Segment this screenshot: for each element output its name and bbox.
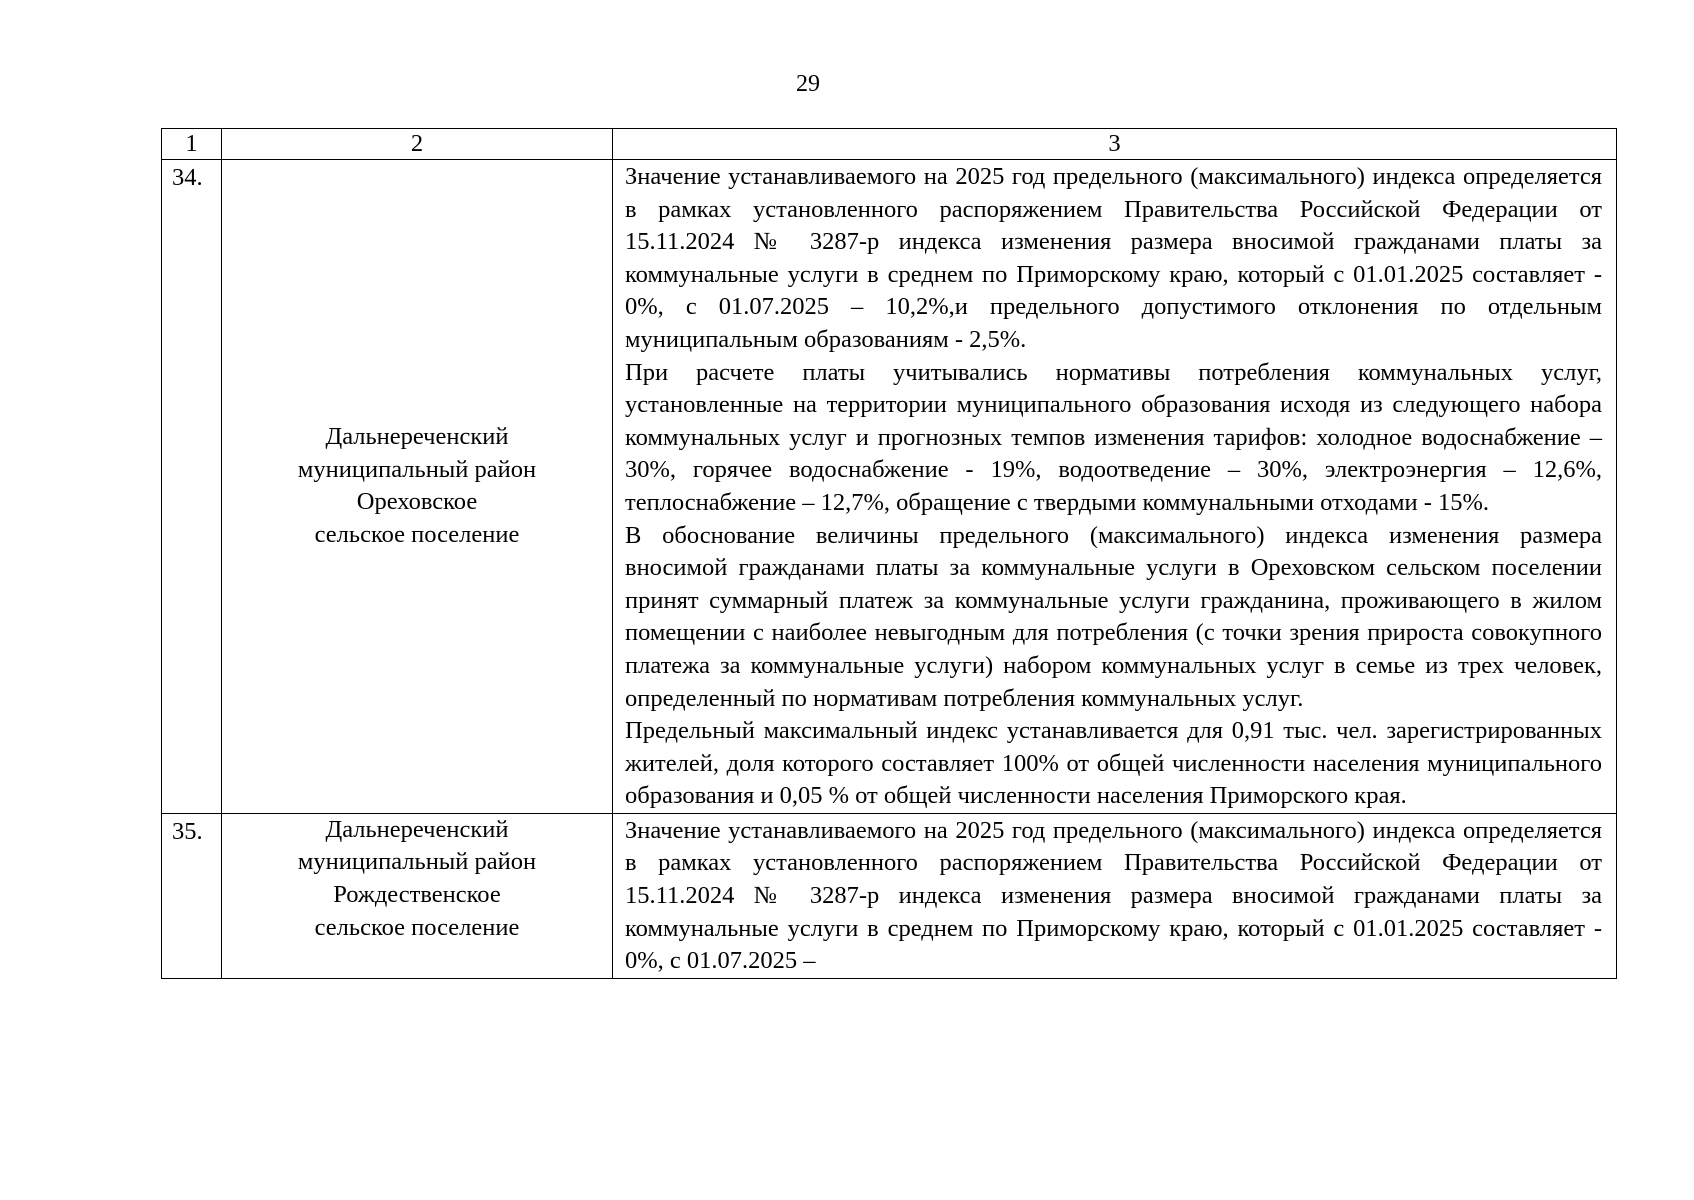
- municipality-name-line: Рождественское: [333, 881, 501, 909]
- data-table: [161, 128, 1617, 979]
- paragraph: При расчете платы учитывались нормативы потребления коммунальных услуг, установленные на территории муниципального образования исходя из следующего набора коммунальных услуг и прогнозных темпов изменения тарифов: холодное водоснабжение – 30%, горячее водоснабжение - 19%, водоотведение – 30%, электроэнергия – 12,6%, теплоснабжение – 12,7%, обращение с твердыми коммунальными отходами - 15%.: [625, 358, 1602, 516]
- municipality-name: [222, 813, 613, 978]
- paragraph: Значение устанавливаемого на 2025 год предельного (максимального) индекса определяется в рамках установленного распоряжением Правительства Российской Федерации от 15.11.2024 № 3287-р индекса изменения размера вносимой гражданами платы за коммунальные услуги в среднем по Приморскому краю, который с 01.01.2025 составляет - 0%, с 01.07.2025 –: [625, 816, 1602, 975]
- paragraph: В обоснование величины предельного (максимального) индекса изменения размера вносимой гражданами платы за коммунальные услуги в Ореховском сельском поселении принят суммарный платеж за коммунальные услуги гражданина, проживающего в жилом помещении с наиболее невыгодным для потребления (с точки зрения прироста совокупного платежа за коммунальные услуги) набором коммунальных услуг в семье из трех человек, определенный по нормативам потребления коммунальных услуг.: [625, 521, 1602, 712]
- municipality-name-line: Дальнереченский: [325, 423, 509, 451]
- municipality-name-line: Ореховское: [356, 488, 478, 516]
- header-cell-1: 1: [162, 129, 222, 160]
- justification-text: [613, 813, 1617, 978]
- table-header-row: [162, 129, 1617, 160]
- table-row: [162, 813, 1617, 978]
- header-cell-2: 2: [222, 129, 613, 160]
- page-number: 29: [796, 71, 820, 97]
- justification-text: [613, 160, 1617, 814]
- header-cell-3: 3: [613, 129, 1617, 160]
- municipality-name-line: сельское поселение: [314, 913, 520, 941]
- paragraph: Предельный максимальный индекс устанавливается для 0,91 тыс. чел. зарегистрированных жителей, доля которого составляет 100% от общей численности населения муниципального образования и 0,05 % от общей численности населения Приморского края.: [625, 717, 1602, 810]
- municipality-name-line: Дальнереченский: [325, 815, 509, 843]
- municipality-name-line: муниципальный район: [297, 455, 537, 483]
- municipality-name-line: сельское поселение: [314, 521, 520, 549]
- clipped-text-area: [625, 815, 1602, 978]
- row-number: 35.: [162, 813, 222, 978]
- municipality-name-line: муниципальный район: [297, 848, 537, 876]
- row-number: 34.: [162, 160, 222, 814]
- paragraph: Значение устанавливаемого на 2025 год предельного (максимального) индекса определяется в рамках установленного распоряжением Правительства Российской Федерации от 15.11.2024 № 3287-р индекса изменения размера вносимой гражданами платы за коммунальные услуги в среднем по Приморскому краю, который с 01.01.2025 составляет - 0%, с 01.07.2025 – 10,2%,и предельного допустимого отклонения по отдельным муниципальным образованиям - 2,5%.: [625, 163, 1602, 353]
- table-row: [162, 160, 1617, 814]
- municipality-name: [222, 160, 613, 814]
